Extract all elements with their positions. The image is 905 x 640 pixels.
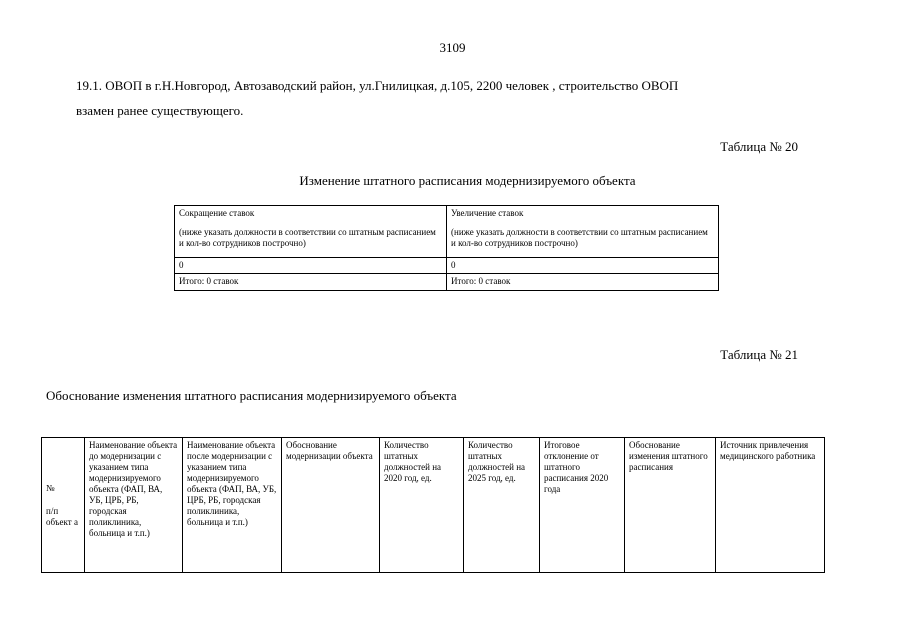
row-number-header: [42, 438, 85, 573]
table-20-title: Изменение штатного расписания модернизируемого объекта: [299, 173, 636, 188]
staffing-justification-table: [41, 437, 825, 573]
table-20-total-row: [175, 274, 719, 291]
reduction-total: Итого: 0 ставок: [175, 274, 447, 291]
increase-header: Увеличение ставок: [451, 208, 524, 218]
table-21-title: Обоснование изменения штатного расписания модернизируемого объекта: [46, 388, 457, 403]
paragraph-line-1: 19.1. ОВОП в г.Н.Новгород, Автозаводский район, ул.Гнилицкая, д.105, 2200 человек , строительство ОВОП: [76, 78, 679, 93]
header-modernization-reason: Обоснование модернизации объекта: [282, 438, 380, 573]
header-worker-source: Источник привлечения медицинского работника: [716, 438, 825, 573]
reduction-header-cell: [175, 206, 447, 258]
table-20-value-row: [175, 258, 719, 274]
paragraph-line-2: взамен ранее существующего.: [76, 103, 244, 118]
page-number: 3109: [439, 40, 466, 55]
reduction-value: 0: [175, 258, 447, 274]
header-object-before: Наименование объекта до модернизации с указанием типа модернизируемого объекта (ФАП, ВА, УБ, ЦРБ, РБ, городская поликлиника, больница и т.п.): [85, 438, 183, 573]
reduction-header: Сокращение ставок: [179, 208, 255, 218]
header-staffing-change-reason: Обоснование изменения штатного расписания: [625, 438, 716, 573]
increase-total: Итого: 0 ставок: [447, 274, 719, 291]
header-total-deviation: Итоговое отклонение от штатного расписания 2020 года: [540, 438, 625, 573]
table-20-caption: Таблица № 20: [720, 139, 798, 154]
header-positions-2020: Количество штатных должностей на 2020 год, ед.: [380, 438, 464, 573]
increase-value: 0: [447, 258, 719, 274]
staffing-change-table: [174, 205, 719, 291]
number-sign: №: [46, 482, 55, 493]
table-20-header-row: [175, 206, 719, 258]
table-21-header-row: [42, 438, 825, 573]
object-number-label: п/п объект а: [46, 505, 78, 527]
increase-header-cell: [447, 206, 719, 258]
table-21-caption: Таблица № 21: [720, 347, 798, 362]
header-object-after: Наименование объекта после модернизации с указанием типа модернизируемого объекта (ФАП, ВА, УБ, ЦРБ, РБ, городская поликлиника, больница и т.п.): [183, 438, 282, 573]
increase-note: (ниже указать должности в соответствии со штатным расписанием и кол-во сотрудников построчно): [451, 227, 708, 248]
reduction-note: (ниже указать должности в соответствии со штатным расписанием и кол-во сотрудников построчно): [179, 227, 436, 248]
header-positions-2025: Количество штатных должностей на 2025 год, ед.: [464, 438, 540, 573]
